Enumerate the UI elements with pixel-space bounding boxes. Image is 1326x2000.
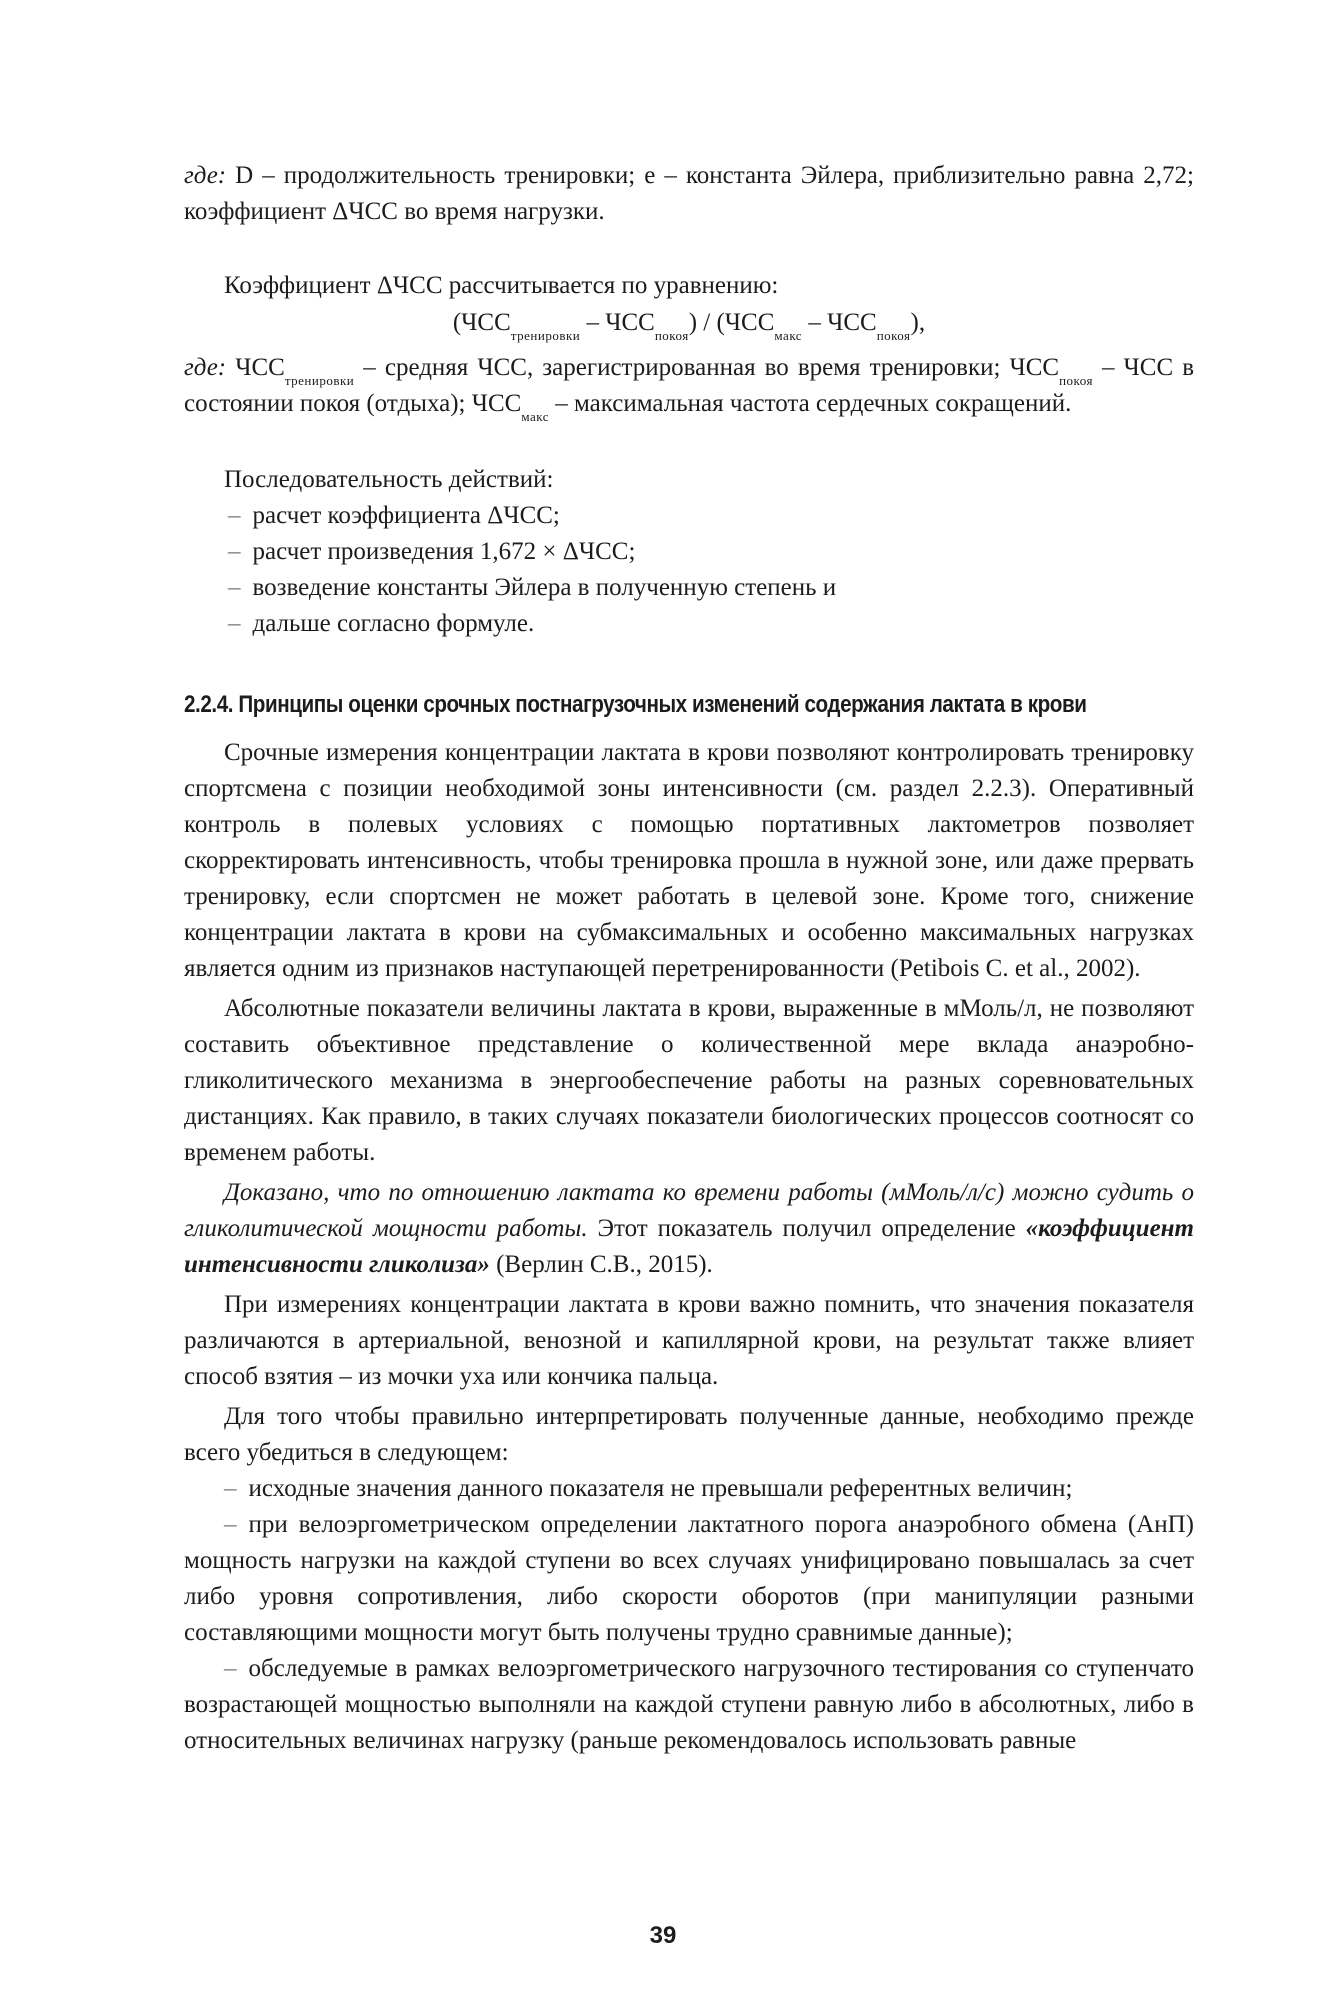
bullet-item: – обследуемые в рамках велоэргометрического нагрузочного тестирования со ступенчато возрастающей мощностью выполняли на каждой ступени равную либо в абсолютных, либо в относительных величинах нагрузку (раньше рекомендовалось использовать равные bbox=[184, 1655, 1194, 1754]
sequence-title: Последовательность действий: bbox=[224, 466, 554, 493]
paragraph: Для того чтобы правильно интерпретировать полученные данные, необходимо прежде всего убедиться в следующем: bbox=[184, 1403, 1194, 1466]
coef-intro: Коэффициент ΔЧСС рассчитывается по уравнению: bbox=[224, 272, 779, 299]
bullet-item: – исходные значения данного показателя не превышали референтных величин; bbox=[224, 1475, 1073, 1502]
intro-paragraph bbox=[184, 158, 1194, 230]
list-item: – возведение константы Эйлера в полученную степень и bbox=[228, 574, 837, 601]
intro-text: D – продолжительность тренировки; e – константа Эйлера, приблизительно равна 2,72; коэффициент ΔЧСС во время нагрузки. bbox=[184, 162, 1194, 225]
paragraph: При измерениях концентрации лактата в крови важно помнить, что значения показателя различаются в артериальной, венозной и капиллярной крови, на результат также влияет способ взятия – из мочки уха или кончика пальца. bbox=[184, 1291, 1194, 1390]
definitions-paragraph: где: $ЧСС_{тренировки}$ – средняя ЧСС, зарегистрированная во время тренировки; $ЧСС_{покоя}$ – ЧСС в состоянии покоя (отдыха); $ЧСС_{макс}$ – максимальная частота сердечных сокращений. bbox=[184, 354, 1195, 424]
formula: $(ЧСС_{тренировки} - ЧСС_{покоя}) / (ЧСС_{макс} - ЧСС_{покоя})$, bbox=[452, 309, 926, 343]
where-label: где: bbox=[184, 162, 227, 189]
section-heading: 2.2.4. Принципы оценки срочных постнагрузочных изменений содержания лактата в крови bbox=[184, 691, 1087, 718]
paragraph: Абсолютные показатели величины лактата в крови, выраженные в мМоль/л, не позволяют составить объективное представление о количественной мере вклада анаэробно-гликолитического механизма в энергообеспечение работы на разных соревновательных дистанциях. Как правило, в таких случаях показатели биологических процессов соотносят со временем работы. bbox=[184, 995, 1194, 1166]
body-text bbox=[184, 735, 1194, 1759]
list-item: – расчет коэффициента ΔЧСС; bbox=[228, 502, 560, 529]
list-item: – расчет произведения 1,672 × ΔЧСС; bbox=[228, 538, 636, 565]
where-label: где: bbox=[184, 354, 227, 381]
paragraph: Срочные измерения концентрации лактата в крови позволяют контролировать тренировку спортсмена с позиции необходимой зоны интенсивности (см. раздел 2.2.3). Оперативный контроль в полевых условиях с помощью портативных лактометров позволяет скорректировать интенсивность, чтобы тренировка прошла в нужной зоне, или даже прервать тренировку, если спортсмен не может работать в целевой зоне. Кроме того, снижение концентрации лактата в крови на субмаксимальных и особенно максимальных нагрузках является одним из признаков наступающей перетренированности (Petibois C. et al., 2002). bbox=[184, 739, 1194, 982]
bullet-item: – при велоэргометрическом определении лактатного порога анаэробного обмена (АнП) мощность нагрузки на каждой ступени во всех случаях унифицировано повышалась за счет либо уровня сопротивления, либо скорости оборотов (при манипуляции разными составляющими мощности могут быть получены трудно сравнимые данные); bbox=[184, 1511, 1194, 1646]
page-number: 39 bbox=[649, 1922, 677, 1949]
sequence-list bbox=[184, 462, 1234, 642]
paragraph: Доказано, что по отношению лактата ко времени работы (мМоль/л/с) можно судить о гликолитической мощности работы. Этот показатель получил определение «коэффициент интенсивности гликолиза» (Верлин С.В., 2015). bbox=[184, 1179, 1194, 1278]
list-item: – дальше согласно формуле. bbox=[228, 610, 535, 637]
